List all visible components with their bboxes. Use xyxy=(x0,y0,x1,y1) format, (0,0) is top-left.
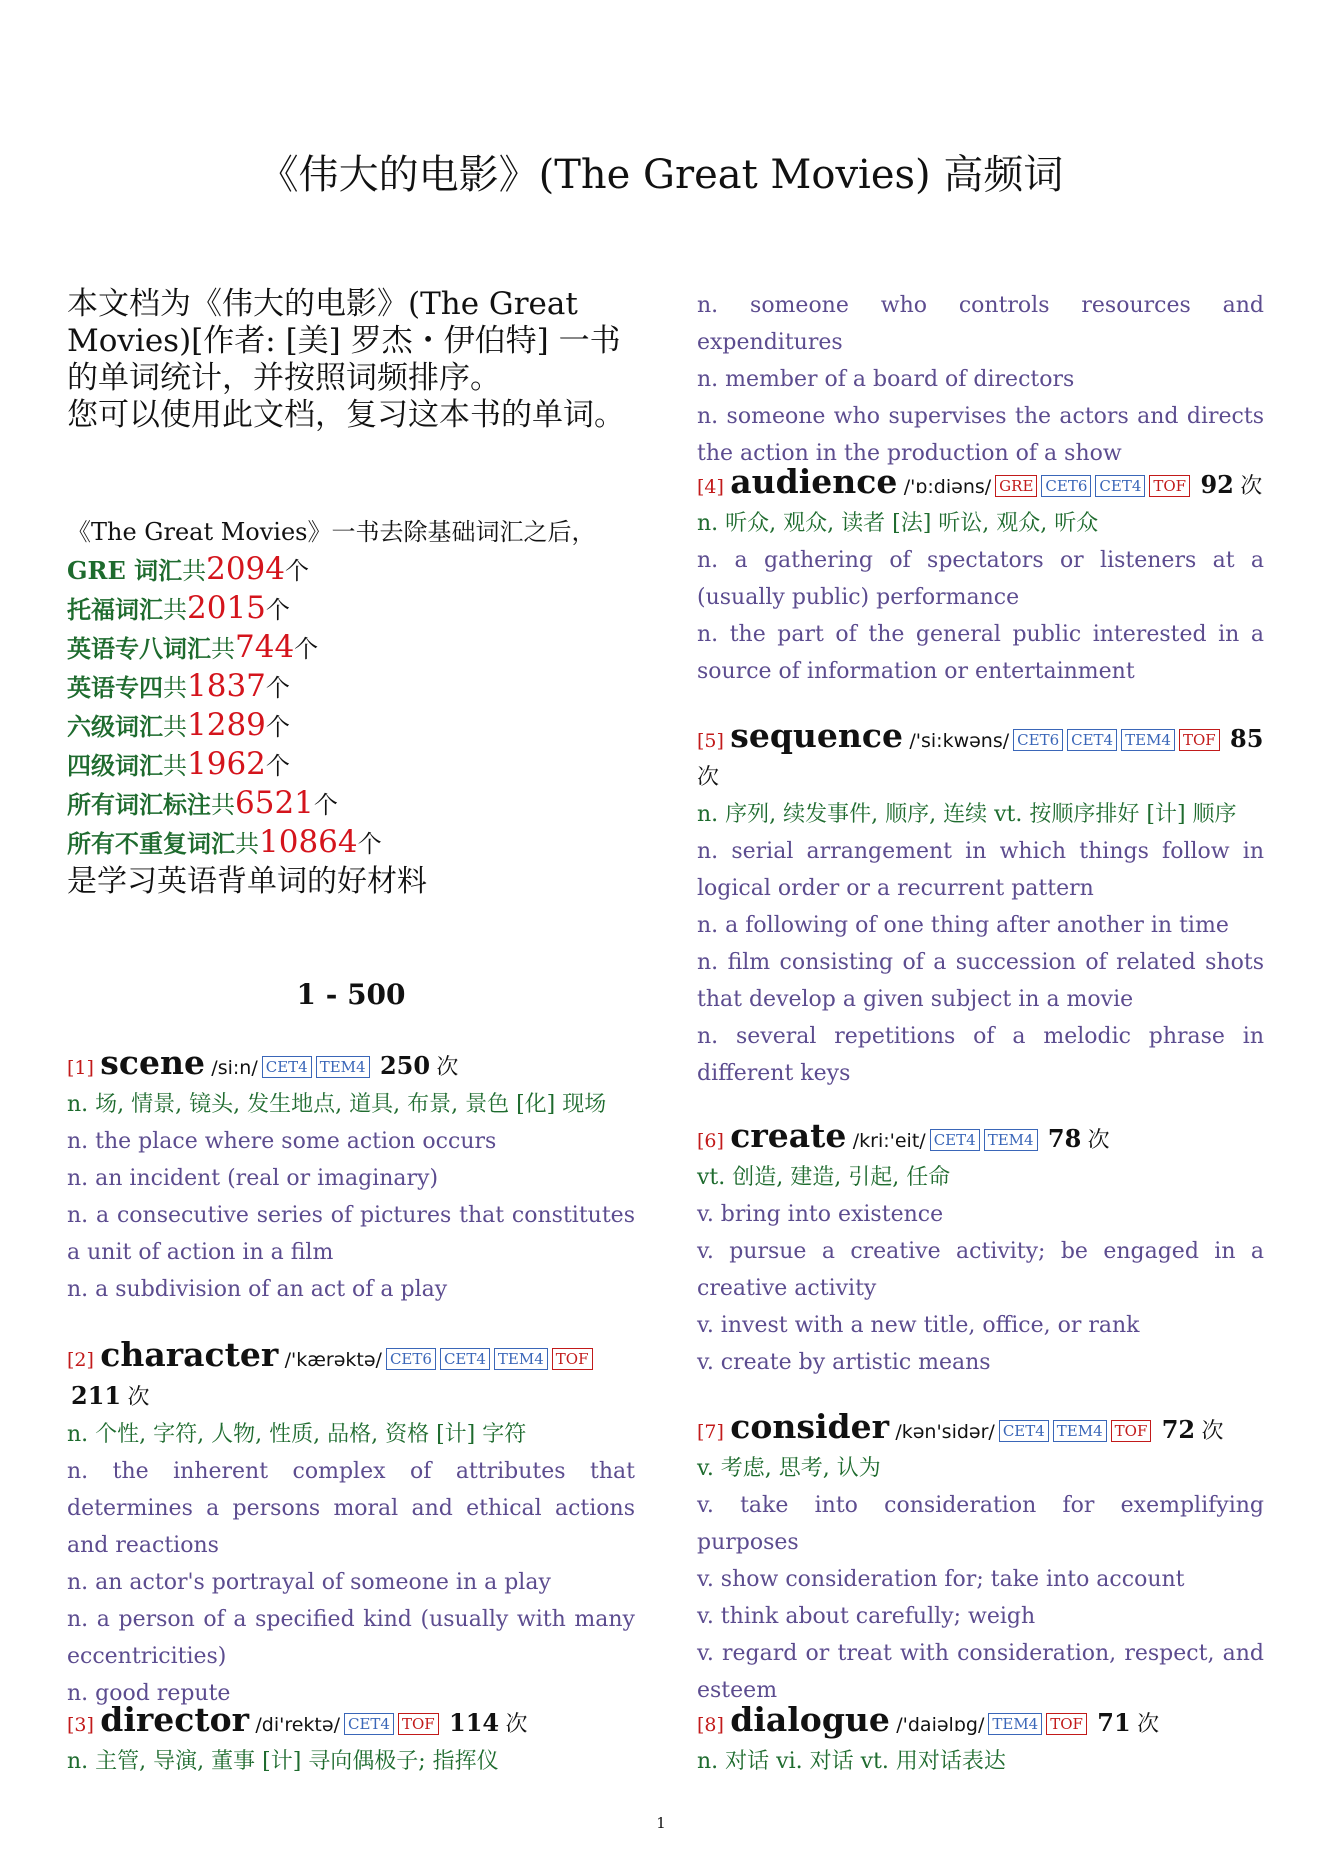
english-definition: n. a person of a specified kind (usually with many eccentricities) xyxy=(67,1607,635,1669)
stat-unit: 个 xyxy=(265,596,290,624)
entry-index: [2] xyxy=(67,1349,94,1371)
stat-line xyxy=(67,785,635,824)
english-definition: v. regard or treat with consideration, respect, and esteem xyxy=(697,1641,1264,1703)
stat-label: 六级词汇 xyxy=(67,712,163,741)
stat-mid: 共 xyxy=(163,674,187,702)
stat-count: 2015 xyxy=(187,590,266,626)
english-definition: n. an actor's portrayal of someone in a play xyxy=(67,1570,551,1595)
stat-unit: 个 xyxy=(294,635,319,663)
stats-lead: 《The Great Movies》一书去除基础词汇之后， xyxy=(67,518,596,546)
dictionary-entry xyxy=(697,718,1264,1092)
level-tag: TOF xyxy=(1149,475,1190,497)
stat-unit: 个 xyxy=(313,791,338,819)
level-tag: CET6 xyxy=(386,1348,436,1370)
frequency-count: 250 xyxy=(379,1051,431,1080)
level-tag: TOF xyxy=(552,1348,593,1370)
frequency-count: 114 xyxy=(449,1708,500,1737)
stats-tail: 是学习英语背单词的好材料 xyxy=(67,864,427,899)
stat-label: 英语专四 xyxy=(67,673,163,702)
stat-line xyxy=(67,746,635,785)
entry-header xyxy=(697,1118,1264,1159)
phonetic: /kri:'eit/ xyxy=(852,1130,926,1152)
english-definition: v. take into consideration for exemplifying purposes xyxy=(697,1493,1264,1555)
headword: consider xyxy=(730,1407,889,1446)
entry-index: [4] xyxy=(697,476,724,498)
headword: audience xyxy=(730,462,898,501)
level-tag: TEM4 xyxy=(316,1056,370,1078)
english-definition: n. several repetitions of a melodic phrase in different keys xyxy=(697,1024,1264,1086)
english-definition: v. pursue a creative activity; be engaged in a creative activity xyxy=(697,1239,1264,1301)
entry-index: [5] xyxy=(697,730,724,752)
entry-index: [7] xyxy=(697,1421,724,1443)
english-definition: n. film consisting of a succession of related shots that develop a given subject in a movie xyxy=(697,950,1264,1012)
english-definition: n. member of a board of directors xyxy=(697,367,1075,392)
stat-mid: 共 xyxy=(235,830,259,858)
chinese-gloss: n. 场, 情景, 镜头, 发生地点, 道具, 布景, 景色 [化] 现场 xyxy=(67,1092,607,1117)
range-heading: 1 - 500 xyxy=(296,978,406,1011)
level-tag: CET4 xyxy=(1067,729,1117,751)
level-tag: TEM4 xyxy=(988,1713,1042,1735)
level-tag: TEM4 xyxy=(984,1129,1038,1151)
level-tag: CET4 xyxy=(930,1129,980,1151)
stat-label: 英语专八词汇 xyxy=(67,634,211,663)
chinese-gloss: n. 听众, 观众, 读者 [法] 听讼, 观众, 听众 xyxy=(697,511,1099,536)
dictionary-entry xyxy=(697,464,1264,690)
chinese-gloss: vt. 创造, 建造, 引起, 任命 xyxy=(697,1165,951,1190)
level-tag: TEM4 xyxy=(1053,1420,1107,1442)
headword: sequence xyxy=(730,716,903,755)
level-tag: TOF xyxy=(1179,729,1220,751)
level-tag: CET4 xyxy=(440,1348,490,1370)
level-tag: TOF xyxy=(1046,1713,1087,1735)
entry-header xyxy=(67,1702,635,1743)
stat-label: 所有不重复词汇 xyxy=(67,829,235,858)
english-definition: n. a following of one thing after another in time xyxy=(697,913,1229,938)
entry-index: [3] xyxy=(67,1714,94,1736)
page-title: 《伟大的电影》(The Great Movies) 高频词 xyxy=(258,152,1064,198)
chinese-gloss: n. 个性, 字符, 人物, 性质, 品格, 资格 [计] 字符 xyxy=(67,1422,527,1447)
phonetic: /'daiəlɒg/ xyxy=(896,1714,985,1736)
stat-label: GRE 词汇 xyxy=(67,556,183,585)
stat-mid: 共 xyxy=(182,557,207,585)
english-definition: n. someone who controls resources and expenditures xyxy=(697,293,1264,355)
headword: character xyxy=(100,1335,279,1374)
stat-count: 1289 xyxy=(187,707,266,743)
dictionary-entry xyxy=(697,1702,1264,1780)
dictionary-entry xyxy=(67,1045,635,1308)
level-tag: CET4 xyxy=(262,1056,312,1078)
frequency-unit: 次 xyxy=(505,1712,528,1737)
stat-line xyxy=(67,707,635,746)
english-definition: n. good repute xyxy=(67,1681,231,1706)
entry-index: [8] xyxy=(697,1714,724,1736)
stat-unit: 个 xyxy=(265,713,290,741)
stat-mid: 共 xyxy=(211,635,235,663)
stat-mid: 共 xyxy=(163,713,187,741)
stat-mid: 共 xyxy=(163,752,187,780)
english-definition: v. invest with a new title, office, or rank xyxy=(697,1313,1140,1338)
level-tag: CET6 xyxy=(1013,729,1063,751)
intro-text-2: 您可以使用此文档，复习这本书的单词。 xyxy=(67,397,625,433)
frequency-count: 85 xyxy=(1230,724,1264,753)
dictionary-entry xyxy=(697,1118,1264,1381)
phonetic: /'kærəktə/ xyxy=(284,1349,382,1371)
phonetic: /si:n/ xyxy=(211,1057,258,1079)
headword: dialogue xyxy=(730,1700,890,1739)
english-definition: v. think about carefully; weigh xyxy=(697,1604,1036,1629)
frequency-unit: 次 xyxy=(697,765,720,790)
stat-count: 2094 xyxy=(206,551,285,587)
stat-count: 6521 xyxy=(235,785,314,821)
entry-index: [1] xyxy=(67,1057,94,1079)
english-definition: n. a subdivision of an act of a play xyxy=(67,1277,448,1302)
stat-label: 四级词汇 xyxy=(67,751,163,780)
english-definition: n. an incident (real or imaginary) xyxy=(67,1166,439,1191)
entry-header xyxy=(697,718,1264,796)
stat-count: 10864 xyxy=(259,824,358,860)
level-tag: TOF xyxy=(398,1713,439,1735)
entry-header xyxy=(697,1702,1264,1743)
english-definition: n. a consecutive series of pictures that constitutes a unit of action in a film xyxy=(67,1203,635,1265)
dictionary-entry xyxy=(67,1702,635,1780)
entry-header xyxy=(67,1337,635,1416)
frequency-unit: 次 xyxy=(127,1385,150,1410)
level-tag: CET6 xyxy=(1041,475,1091,497)
headword: create xyxy=(730,1116,847,1155)
stat-unit: 个 xyxy=(357,830,382,858)
stat-line xyxy=(67,551,635,590)
level-tag: TOF xyxy=(1111,1420,1152,1442)
entry-header xyxy=(697,1409,1264,1450)
stat-count: 744 xyxy=(235,629,295,665)
dictionary-entry xyxy=(67,1337,635,1712)
stat-mid: 共 xyxy=(211,791,235,819)
level-tag: CET4 xyxy=(1095,475,1145,497)
frequency-unit: 次 xyxy=(1137,1712,1160,1737)
page-number: 1 xyxy=(656,1814,666,1832)
level-tag: GRE xyxy=(995,475,1037,497)
english-definition: v. show consideration for; take into account xyxy=(697,1567,1185,1592)
frequency-count: 72 xyxy=(1161,1415,1196,1444)
intro-text: 本文档为《伟大的电影》(The Great Movies)[作者: [美] 罗杰・伊伯特] 一书的单词统计，并按照词频排序。 xyxy=(67,286,621,396)
frequency-unit: 次 xyxy=(1240,474,1263,499)
phonetic: /kən'sidər/ xyxy=(895,1421,995,1443)
chinese-gloss: v. 考虑, 思考, 认为 xyxy=(697,1456,881,1481)
stat-unit: 个 xyxy=(265,674,290,702)
stat-mid: 共 xyxy=(163,596,187,624)
stat-line xyxy=(67,824,635,863)
stat-unit: 个 xyxy=(265,752,290,780)
entry-index: [6] xyxy=(697,1130,724,1152)
stat-line xyxy=(67,590,635,629)
stat-count: 1837 xyxy=(187,668,266,704)
level-tag: CET4 xyxy=(999,1420,1049,1442)
stat-count: 1962 xyxy=(187,746,266,782)
stat-label: 托福词汇 xyxy=(67,595,163,624)
frequency-unit: 次 xyxy=(1201,1419,1224,1444)
stat-line xyxy=(67,668,635,707)
phonetic: /'si:kwəns/ xyxy=(909,730,1010,752)
frequency-count: 78 xyxy=(1047,1124,1082,1153)
level-tag: CET4 xyxy=(344,1713,394,1735)
frequency-count: 71 xyxy=(1097,1708,1131,1737)
entry-header xyxy=(697,464,1264,505)
frequency-count: 92 xyxy=(1200,470,1234,499)
english-definition: n. the part of the general public interested in a source of information or entertainment xyxy=(697,622,1264,684)
level-tag: TEM4 xyxy=(494,1348,548,1370)
entry-header xyxy=(67,1045,635,1086)
english-definition: n. a gathering of spectators or listeners at a (usually public) performance xyxy=(697,548,1264,610)
level-tag: TEM4 xyxy=(1121,729,1175,751)
stat-label: 所有词汇标注 xyxy=(67,790,211,819)
stat-line xyxy=(67,629,635,668)
frequency-unit: 次 xyxy=(436,1055,459,1080)
english-definition: n. someone who supervises the actors and directs the action in the production of a show xyxy=(697,404,1264,466)
vocab-stats xyxy=(67,514,635,900)
frequency-count: 211 xyxy=(71,1381,122,1410)
dictionary-entry-continued xyxy=(697,287,1264,472)
headword: director xyxy=(100,1700,250,1739)
english-definition: v. bring into existence xyxy=(697,1202,944,1227)
dictionary-entry xyxy=(697,1409,1264,1709)
english-definition: n. the inherent complex of attributes that determines a persons moral and ethical actions and reactions xyxy=(67,1459,635,1558)
english-definition: n. serial arrangement in which things follow in logical order or a recurrent pattern xyxy=(697,839,1264,901)
chinese-gloss: n. 序列, 续发事件, 顺序, 连续 vt. 按顺序排好 [计] 顺序 xyxy=(697,802,1237,827)
frequency-unit: 次 xyxy=(1087,1128,1110,1153)
english-definition: n. the place where some action occurs xyxy=(67,1129,497,1154)
chinese-gloss: n. 对话 vi. 对话 vt. 用对话表达 xyxy=(697,1749,1006,1774)
headword: scene xyxy=(100,1043,205,1082)
phonetic: /di'rektə/ xyxy=(255,1714,340,1736)
intro-paragraph xyxy=(67,286,635,434)
chinese-gloss: n. 主管, 导演, 董事 [计] 寻向偶极子; 指挥仪 xyxy=(67,1749,499,1774)
phonetic: /'ɒ:diəns/ xyxy=(903,476,992,498)
english-definition: v. create by artistic means xyxy=(697,1350,991,1375)
stat-unit: 个 xyxy=(285,557,309,585)
